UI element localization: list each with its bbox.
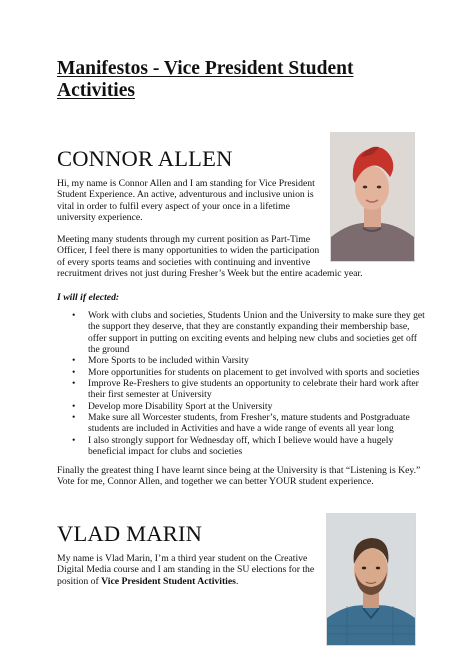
- candidate-paragraph-connor-tail: recruitment drives not just during Fresher’s Week but the entire academic year.: [57, 268, 363, 279]
- portrait-image: [331, 133, 414, 261]
- list-item: • Develop more Disability Sport at the University: [72, 400, 273, 412]
- position-name: Vice President Student Activities: [101, 575, 236, 587]
- list-item: • More Sports to be included within Varsity: [72, 355, 249, 367]
- list-item: • I also strongly support for Wednesday off, which I believe would have a hugely beneficial impact for clubs and societies: [72, 434, 394, 458]
- candidate-intro-connor: Hi, my name is Connor Allen and I am standing for Vice President Student Experience. An active, adventurous and inclusive union is vital in order to fulfil every aspect of your once in a lifetime university experience.: [57, 178, 315, 224]
- candidate-photo-vlad: [326, 513, 416, 646]
- elected-heading: I will if elected:: [57, 292, 120, 303]
- document-title: Manifestos - Vice President Student Activities: [57, 58, 354, 101]
- candidate-paragraph-connor: Meeting many students through my current position as Part-Time Officer, I feel there is many opportunities to widen the participation of every sports teams and societies with continuing and inventive: [57, 234, 320, 268]
- list-item: • Work with clubs and societies, Students Union and the University to make sure they get the support they deserve, that they are constantly expanding their membership base, offer support in putting on exciting events and helping new clubs and societies get off the ground: [72, 310, 425, 356]
- bullet-icon: •: [72, 378, 76, 390]
- candidate-photo-connor: [330, 132, 415, 262]
- bullet-icon: •: [72, 310, 76, 321]
- list-item: • More opportunities for students on placement to get involved with sports and societies: [72, 366, 420, 378]
- pledge-list: [68, 310, 430, 457]
- bullet-icon: •: [72, 366, 76, 378]
- bullet-icon: •: [72, 400, 76, 412]
- list-item: • Improve Re-Freshers to give students an opportunity to celebrate their hard work after their first semester at University: [72, 378, 419, 401]
- list-item: • Make sure all Worcester students, from Fresher’s, mature students and Postgraduate students are included in Activities and have a wide range of events all year long: [72, 412, 410, 435]
- bullet-icon: •: [72, 355, 76, 367]
- bullet-icon: •: [72, 434, 76, 446]
- candidate-name-connor: CONNOR ALLEN: [57, 146, 233, 171]
- candidate-intro-vlad: My name is Vlad Marin, I’m a third year student on the Creative Digital Media course and I am standing in the SU elections for the position of Vice President Student Activities.: [57, 553, 315, 587]
- candidate-name-vlad: VLAD MARIN: [57, 521, 203, 546]
- portrait-image: [327, 514, 415, 645]
- candidate-closing-connor: Finally the greatest thing I have learnt since being at the University is that “Listening is Key.” Vote for me, Connor Allen, and together we can better YOUR student experience.: [57, 465, 421, 488]
- bullet-icon: •: [72, 412, 76, 424]
